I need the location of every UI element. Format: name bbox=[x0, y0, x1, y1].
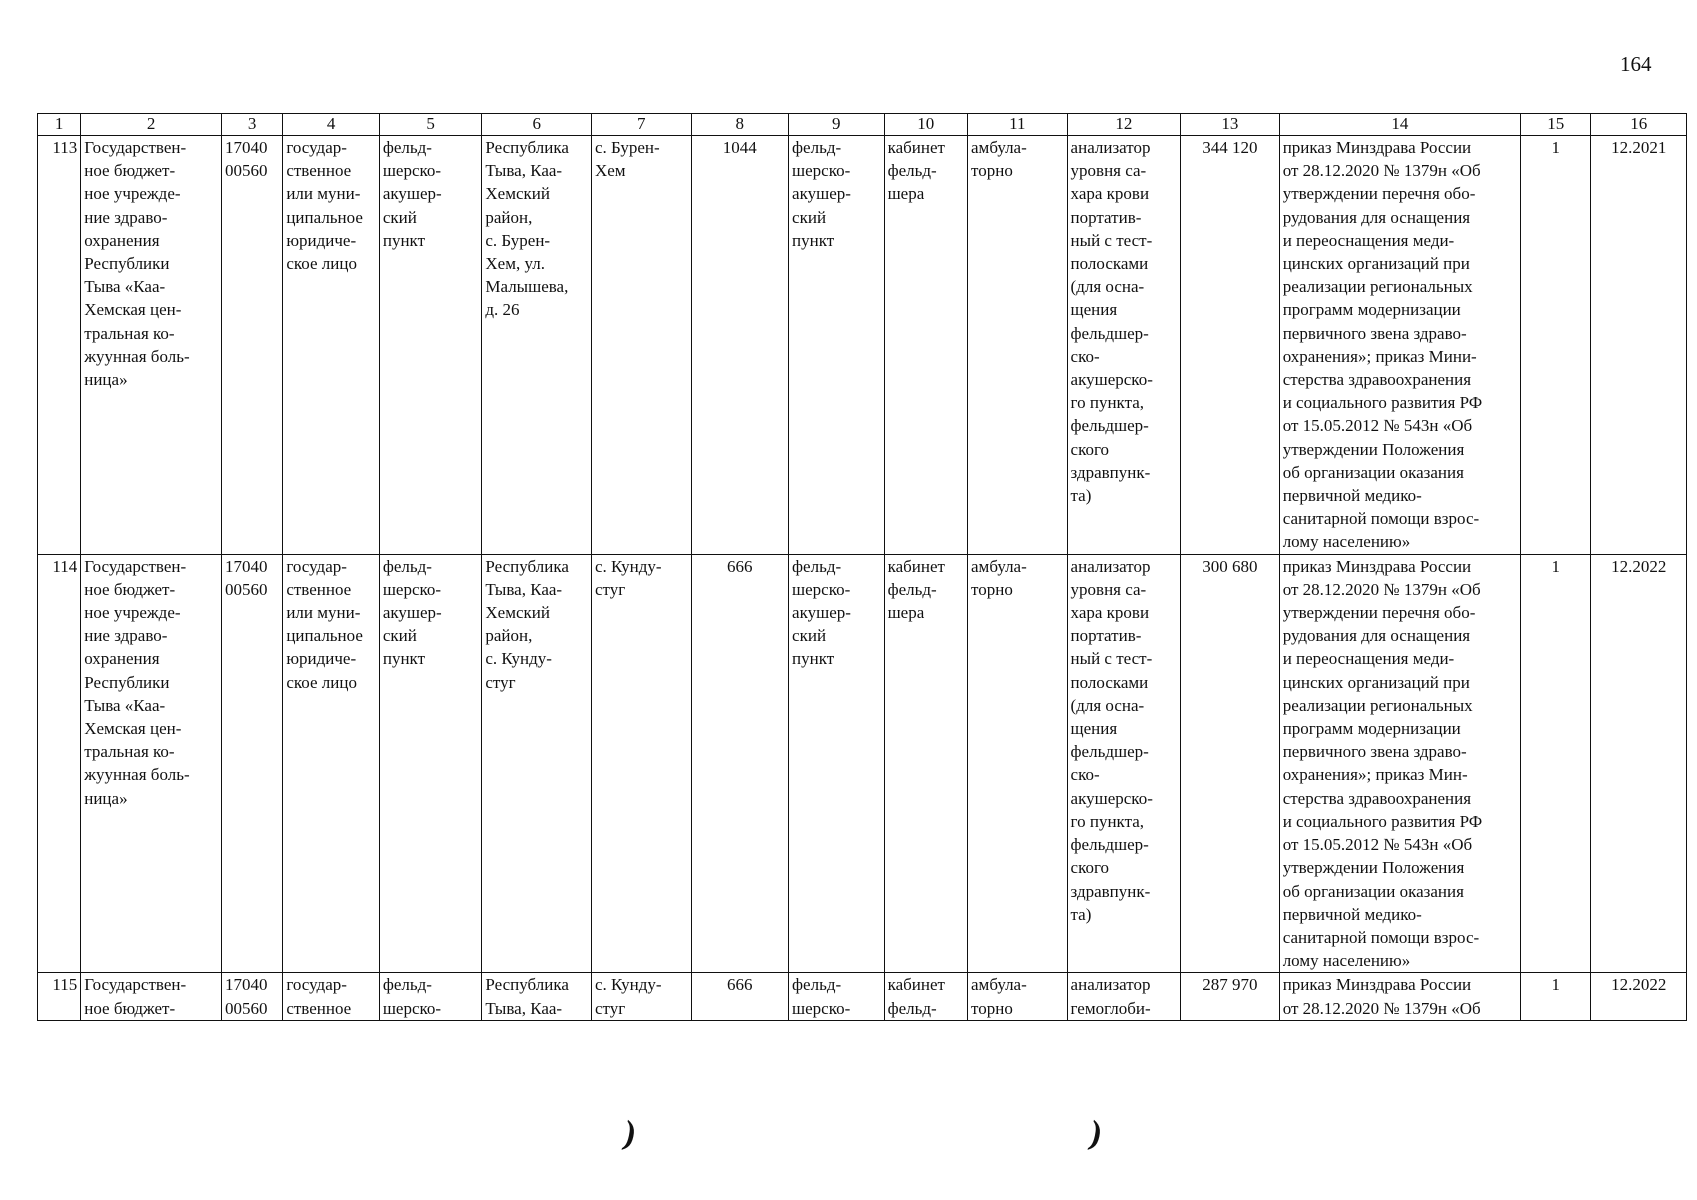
address-cell: Республика Тыва, Каа- bbox=[482, 973, 592, 1021]
quantity-cell: 1 bbox=[1521, 973, 1591, 1021]
facility-type-cell: фельд- шерско- акушер- ский пункт bbox=[379, 136, 482, 555]
organization-cell: Государствен- ное бюджет- ное учрежде- ние здраво- охранения Республики Тыва «Каа- Хемская цен- тральная ко- жуунная боль- ница» bbox=[81, 136, 222, 555]
column-header: 9 bbox=[789, 114, 885, 136]
column-header: 4 bbox=[283, 114, 380, 136]
column-header: 6 bbox=[482, 114, 592, 136]
date-cell: 12.2022 bbox=[1591, 973, 1687, 1021]
column-header: 15 bbox=[1521, 114, 1591, 136]
date-cell: 12.2022 bbox=[1591, 554, 1687, 973]
column-header: 13 bbox=[1181, 114, 1280, 136]
legal-form-cell: государ- ственное или муни- ципальное юридиче- ское лицо bbox=[283, 136, 380, 555]
column-header: 12 bbox=[1067, 114, 1181, 136]
column-header: 7 bbox=[591, 114, 691, 136]
date-cell: 12.2021 bbox=[1591, 136, 1687, 555]
basis-cell: приказ Минздрава России от 28.12.2020 № 1379н «Об утверждении перечня обо- рудования для оснащения и переоснащения меди- цинских организаций при реализации региональных программ модернизации первичного звена здраво- охранения»; приказ Мин- стерства здравоохранения и социального развития РФ от 15.05.2012 № 543н «Об утверждении Положения об организации оказания первичной медико- санитарной помощи взрос- лому населению» bbox=[1279, 554, 1520, 973]
scan-mark: ) bbox=[620, 1114, 640, 1153]
address-cell: Республика Тыва, Каа- Хемский район, с. Бурен- Хем, ул. Малышева, д. 26 bbox=[482, 136, 592, 555]
care-form-cell: амбула- торно bbox=[968, 136, 1068, 555]
column-header: 10 bbox=[884, 114, 967, 136]
legal-form-cell: государ- ственное или муни- ципальное юридиче- ское лицо bbox=[283, 554, 380, 973]
room-cell: кабинет фельд- bbox=[884, 973, 967, 1021]
address-cell: Республика Тыва, Каа- Хемский район, с. Кунду- стуг bbox=[482, 554, 592, 973]
care-form-cell: амбула- торно bbox=[968, 554, 1068, 973]
room-cell: кабинет фельд- шера bbox=[884, 554, 967, 973]
organization-cell: Государствен- ное бюджет- bbox=[81, 973, 222, 1021]
row-number: 115 bbox=[38, 973, 81, 1021]
equipment-table bbox=[37, 113, 1687, 1021]
equipment-cell: анализатор гемоглоби- bbox=[1067, 973, 1181, 1021]
table-row bbox=[38, 554, 1687, 973]
column-header: 16 bbox=[1591, 114, 1687, 136]
code-cell: 17040 00560 bbox=[222, 973, 283, 1021]
table-row bbox=[38, 136, 1687, 555]
settlement-cell: с. Кунду- стуг bbox=[591, 973, 691, 1021]
code-cell: 17040 00560 bbox=[222, 554, 283, 973]
column-header: 1 bbox=[38, 114, 81, 136]
room-cell: кабинет фельд- шера bbox=[884, 136, 967, 555]
cost-cell: 287 970 bbox=[1181, 973, 1280, 1021]
settlement-cell: с. Кунду- стуг bbox=[591, 554, 691, 973]
basis-cell: приказ Минздрава России от 28.12.2020 № 1379н «Об утверждении перечня обо- рудования для оснащения и переоснащения меди- цинских организаций при реализации региональных программ модернизации первичного звена здраво- охранения»; приказ Мини- стерства здравоохранения и социального развития РФ от 15.05.2012 № 543н «Об утверждении Положения об организации оказания первичной медико- санитарной помощи взрос- лому населению» bbox=[1279, 136, 1520, 555]
organization-cell: Государствен- ное бюджет- ное учрежде- ние здраво- охранения Республики Тыва «Каа- Хемская цен- тральная ко- жуунная боль- ница» bbox=[81, 554, 222, 973]
column-header: 8 bbox=[691, 114, 789, 136]
page-number: 164 bbox=[1620, 52, 1652, 76]
legal-form-cell: государ- ственное bbox=[283, 973, 380, 1021]
population-cell: 1044 bbox=[691, 136, 789, 555]
column-number-row bbox=[38, 114, 1687, 136]
table-row bbox=[38, 973, 1687, 1021]
facility-type-cell: фельд- шерско- акушер- ский пункт bbox=[379, 554, 482, 973]
code-cell: 17040 00560 bbox=[222, 136, 283, 555]
row-number: 113 bbox=[38, 136, 81, 555]
cost-cell: 300 680 bbox=[1181, 554, 1280, 973]
facility-type-cell: фельд- шерско- bbox=[379, 973, 482, 1021]
scan-mark: ) bbox=[1086, 1114, 1106, 1153]
unit-cell: фельд- шерско- акушер- ский пункт bbox=[789, 136, 885, 555]
population-cell: 666 bbox=[691, 973, 789, 1021]
equipment-cell: анализатор уровня са- хара крови портатив- ный с тест- полосками (для осна- щения фельдшер- ско- акушерско- го пункта, фельдшер- ского здравпунк- та) bbox=[1067, 554, 1181, 973]
column-header: 11 bbox=[968, 114, 1068, 136]
column-header: 5 bbox=[379, 114, 482, 136]
population-cell: 666 bbox=[691, 554, 789, 973]
quantity-cell: 1 bbox=[1521, 554, 1591, 973]
equipment-cell: анализатор уровня са- хара крови портатив- ный с тест- полосками (для осна- щения фельдшер- ско- акушерско- го пункта, фельдшер- ского здравпунк- та) bbox=[1067, 136, 1181, 555]
column-header: 14 bbox=[1279, 114, 1520, 136]
care-form-cell: амбула- торно bbox=[968, 973, 1068, 1021]
basis-cell: приказ Минздрава России от 28.12.2020 № 1379н «Об bbox=[1279, 973, 1520, 1021]
column-header: 2 bbox=[81, 114, 222, 136]
settlement-cell: с. Бурен- Хем bbox=[591, 136, 691, 555]
quantity-cell: 1 bbox=[1521, 136, 1591, 555]
row-number: 114 bbox=[38, 554, 81, 973]
unit-cell: фельд- шерско- bbox=[789, 973, 885, 1021]
cost-cell: 344 120 bbox=[1181, 136, 1280, 555]
column-header: 3 bbox=[222, 114, 283, 136]
unit-cell: фельд- шерско- акушер- ский пункт bbox=[789, 554, 885, 973]
